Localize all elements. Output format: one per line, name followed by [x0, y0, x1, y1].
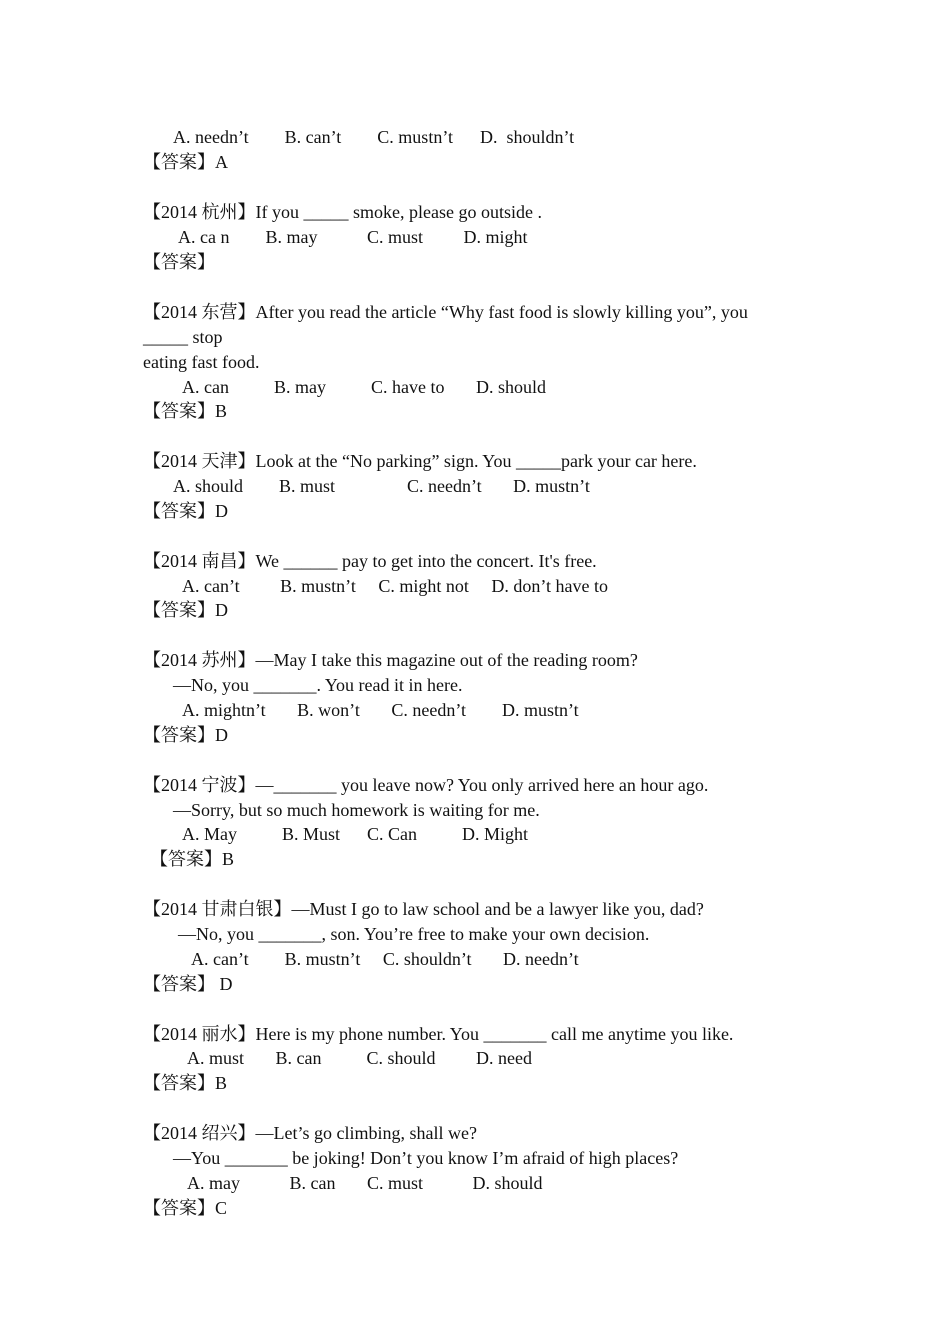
q6-answer: 【答案】D [143, 725, 228, 745]
q3-stem-cont: _____ stop [143, 327, 223, 347]
q10-options: A. may B. can C. must D. should [187, 1173, 543, 1193]
q2-options: A. ca n B. may C. must D. might [178, 227, 528, 247]
q9-stem: 【2014 丽水】Here is my phone number. You _______ call me anytime you like. [143, 1024, 734, 1044]
q2-stem: 【2014 杭州】If you _____ smoke, please go outside . [143, 202, 542, 222]
q4-options: A. should B. must C. needn’t D. mustn’t [173, 476, 590, 496]
q10-reply: —You _______ be joking! Don’t you know I’m afraid of high places? [173, 1148, 679, 1168]
q3-stem: 【2014 东营】After you read the article “Why fast food is slowly killing you”, you [143, 302, 748, 322]
q10-stem: 【2014 绍兴】—Let’s go climbing, shall we? [143, 1123, 477, 1143]
q3-options: A. can B. may C. have to D. should [182, 377, 546, 397]
q9-options: A. must B. can C. should D. need [187, 1048, 532, 1068]
q7-reply: —Sorry, but so much homework is waiting for me. [173, 800, 540, 820]
q7-options: A. May B. Must C. Can D. Might [182, 824, 529, 844]
q5-stem: 【2014 南昌】We ______ pay to get into the concert. It's free. [143, 551, 597, 571]
q1-answer: 【答案】A [143, 152, 228, 172]
q6-stem: 【2014 苏州】—May I take this magazine out of the reading room? [143, 650, 638, 670]
q8-reply: —No, you _______, son. You’re free to make your own decision. [178, 924, 650, 944]
q8-options: A. can’t B. mustn’t C. shouldn’t D. needn’t [191, 949, 579, 969]
q7-answer: 【答案】B [150, 849, 235, 869]
q5-answer: 【答案】D [143, 600, 228, 620]
q6-reply: —No, you _______. You read it in here. [173, 675, 463, 695]
q1-options: A. needn’t B. can’t C. mustn’t D. shouldn’t [173, 127, 575, 147]
q7-stem: 【2014 宁波】—_______ you leave now? You only arrived here an hour ago. [143, 775, 709, 795]
q4-answer: 【答案】D [143, 501, 228, 521]
q9-answer: 【答案】B [143, 1073, 228, 1093]
q4-stem: 【2014 天津】Look at the “No parking” sign. You _____park your car here. [143, 451, 697, 471]
q3-stem-cont2: eating fast food. [143, 352, 260, 372]
q3-answer: 【答案】B [143, 401, 228, 421]
q6-options: A. mightn’t B. won’t C. needn’t D. mustn’t [182, 700, 579, 720]
q10-answer: 【答案】C [143, 1198, 228, 1218]
q8-answer: 【答案】 D [143, 974, 233, 994]
q8-stem: 【2014 甘肃白银】—Must I go to law school and be a lawyer like you, dad? [143, 899, 704, 919]
q5-options: A. can’t B. mustn’t C. might not D. don’t have to [182, 576, 608, 596]
q2-answer: 【答案】 [143, 252, 215, 272]
